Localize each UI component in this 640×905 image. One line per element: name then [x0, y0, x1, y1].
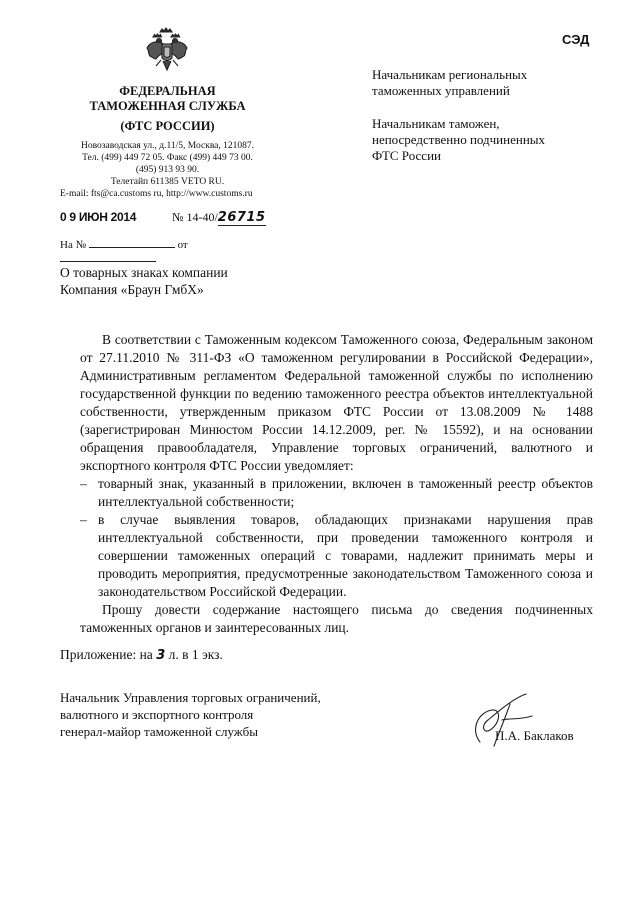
appendix-prefix: Приложение: на	[60, 647, 157, 662]
phone-line: Тел. (499) 449 72 05. Факс (499) 449 73 00.	[82, 153, 253, 163]
position-line: валютного и экспортного контроля	[60, 707, 254, 722]
list-dash: –	[80, 512, 87, 527]
list-item	[80, 511, 593, 601]
email-line: E-mail: fts@ca.customs ru, http://www.customs.ru	[60, 189, 253, 199]
appendix-pages-handwritten: 3	[156, 648, 166, 663]
list-item	[80, 475, 593, 511]
subject-line-1: О товарных знаках компании	[60, 265, 228, 280]
addressee-line: Начальникам региональных	[372, 67, 528, 82]
addressee-line: ФТС России	[372, 148, 441, 163]
position-line: генерал-майор таможенной службы	[60, 724, 258, 739]
org-name-line1: ФЕДЕРАЛЬНАЯ	[119, 84, 216, 98]
body-paragraph-1: В соответствии с Таможенным кодексом Таможенного союза, Федеральным законом от 27.11.2010 № 311-ФЗ «О таможенном регулировании в Российской Федерации», Административным регламентом Федеральной таможенной службы по исполнению государственной функции по ведению таможенного реестра объектов интеллектуальной собственности, утвержденным приказом ФТС России от 13.08.2009 № 1488 (зарегистрирован Минюстом России 14.12.2009, рег. № 15592), и на основании обращения правообладателя, Управление торговых ограничений, валютного и экспортного контроля ФТС России уведомляет:	[80, 332, 593, 473]
letter-body	[80, 331, 593, 637]
list-item-text: в случае выявления товаров, обладающих признаками нарушения прав интеллектуальной собственности, при проведении таможенного контроля и совершении таможенных операций с товарами, надлежит принимать меры и проводить мероприятия, предусмотренные законодательством Таможенного союза и законодательством Российской Федерации.	[98, 512, 593, 599]
reference-number-label: На №	[60, 239, 87, 251]
registration-number-handwritten: 26715	[217, 210, 266, 225]
appendix-line	[60, 647, 223, 663]
phone-line-2: (495) 913 93 90.	[135, 165, 200, 175]
sed-label: СЭД	[562, 32, 590, 47]
coat-of-arms-icon	[144, 26, 190, 76]
addressee-line: непосредственно подчиненных	[372, 132, 546, 147]
signatory-name: П.А. Баклаков	[495, 728, 574, 743]
addressee-line: Начальникам таможен,	[372, 116, 500, 131]
addressee-group-1	[372, 67, 612, 99]
reference-number-blank	[89, 237, 175, 248]
addressee-line: таможенных управлений	[372, 83, 510, 98]
letter-subject	[60, 264, 228, 298]
outgoing-date-stamp: 0 9 ИЮН 2014	[60, 210, 137, 224]
reference-line	[60, 237, 285, 265]
list-dash: –	[80, 476, 87, 491]
position-line: Начальник Управления торговых ограничений,	[60, 690, 321, 705]
notice-list	[80, 475, 593, 601]
appendix-suffix: л. в 1 экз.	[165, 647, 223, 662]
signatory-position	[60, 689, 321, 740]
reference-date-blank	[60, 251, 156, 262]
registration-number-prefix: № 14-40/	[172, 210, 218, 224]
subject-line-2: Компания «Браун ГмбХ»	[60, 282, 204, 297]
list-item-text: товарный знак, указанный в приложении, включен в таможенный реестр объектов интеллектуальной собственности;	[98, 476, 593, 509]
addressee-group-2	[372, 116, 612, 164]
body-paragraph-2: Прошу довести содержание настоящего письма до сведения подчиненных таможенных органов и заинтересованных лиц.	[80, 602, 593, 635]
registration-number	[172, 210, 266, 225]
reference-date-label: от	[177, 239, 188, 251]
teletype-line: Телетайп 611385 VETO RU.	[110, 177, 225, 187]
address-line: Новозаводская ул., д.11/5, Москва, 121087.	[80, 141, 255, 151]
org-name-line3: (ФТС РОССИИ)	[120, 119, 215, 133]
org-name-line2: ТАМОЖЕННАЯ СЛУЖБА	[89, 99, 246, 113]
